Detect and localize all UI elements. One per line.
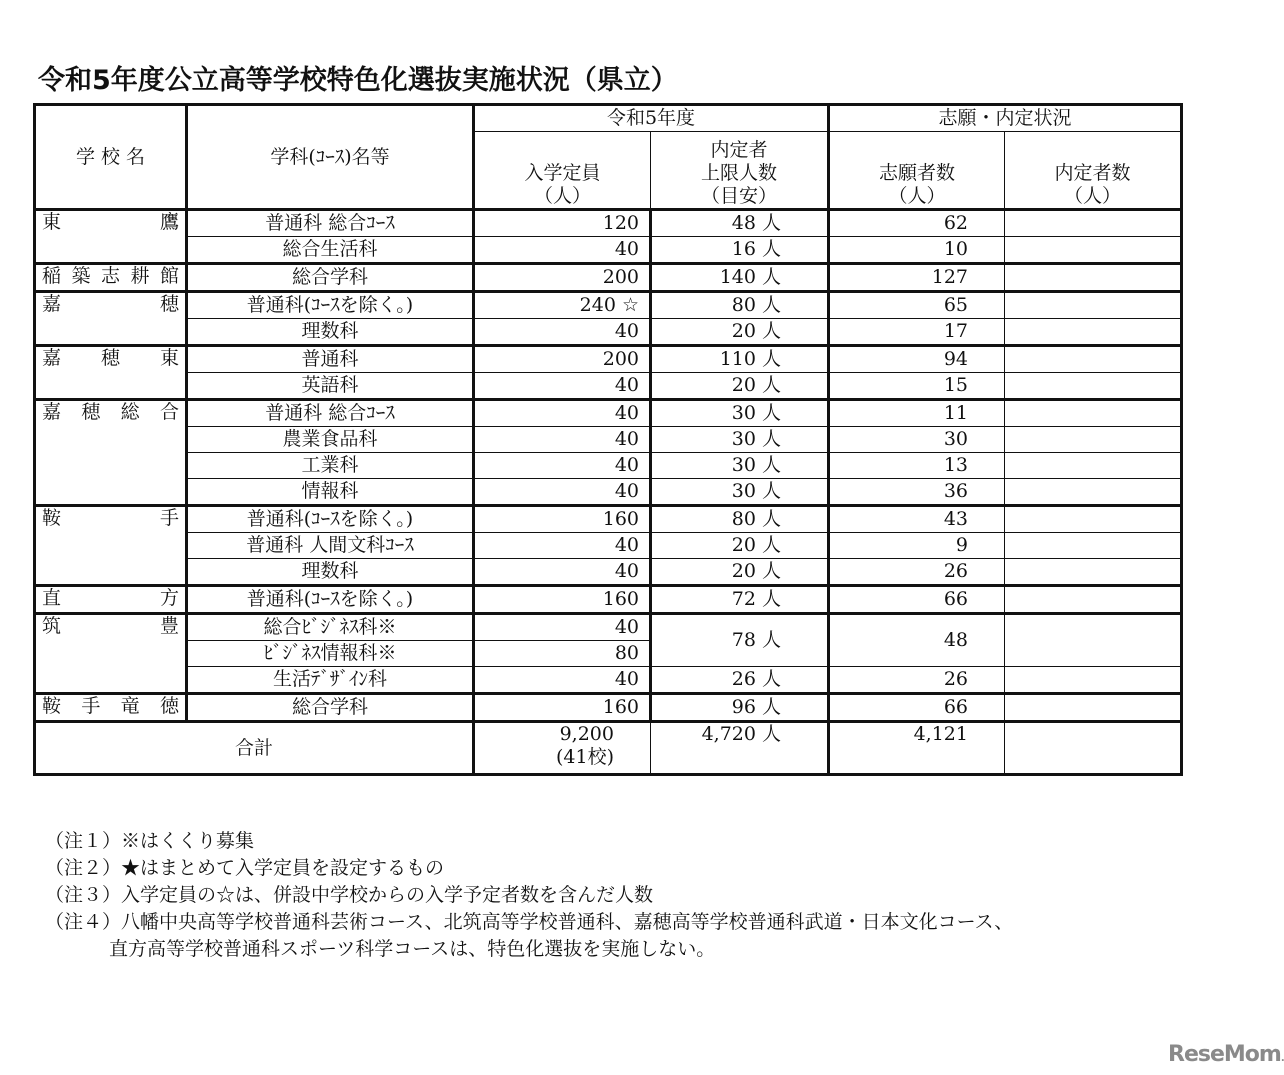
header-school: 学 校 名 bbox=[35, 105, 187, 210]
header-applicants: 志願者数 （人） bbox=[829, 132, 1005, 210]
applicant-count: 30 bbox=[829, 427, 1005, 453]
admission-limit: 80 人 bbox=[651, 292, 829, 319]
school-name: 鞍手竜徳 bbox=[35, 694, 187, 722]
applicant-count: 65 bbox=[829, 292, 1005, 319]
applicant-count: 62 bbox=[829, 210, 1005, 237]
admission-limit: 26 人 bbox=[651, 667, 829, 694]
selection-status-table bbox=[33, 103, 1183, 776]
note-4-cont: 直方高等学校普通科スポーツ科学コースは、特色化選抜を実施しない。 bbox=[109, 938, 716, 960]
table-row bbox=[35, 400, 1182, 427]
capacity: 160 bbox=[474, 694, 651, 722]
admission-limit: 96 人 bbox=[651, 694, 829, 722]
applicant-count: 43 bbox=[829, 506, 1005, 533]
school-name: 嘉穂総合 bbox=[35, 400, 187, 506]
admitted-count bbox=[1005, 427, 1182, 453]
capacity: 200 bbox=[474, 346, 651, 373]
applicant-count: 127 bbox=[829, 264, 1005, 292]
note-4: （注４）八幡中央高等学校普通科芸術コース、北筑高等学校普通科、嘉穂高等学校普通科武道・日本文化コース、 bbox=[45, 911, 1014, 933]
table-row bbox=[35, 210, 1182, 237]
capacity: 40 bbox=[474, 667, 651, 694]
admission-limit: 78 人 bbox=[651, 614, 829, 667]
admitted-count bbox=[1005, 559, 1182, 586]
admission-limit: 30 人 bbox=[651, 479, 829, 506]
school-name: 稲築志耕館 bbox=[35, 264, 187, 292]
admitted-count bbox=[1005, 506, 1182, 533]
admission-limit: 20 人 bbox=[651, 319, 829, 346]
admitted-count bbox=[1005, 667, 1182, 694]
department-name: ﾋﾞｼﾞﾈｽ情報科※ bbox=[187, 641, 474, 667]
capacity: 40 bbox=[474, 373, 651, 400]
admitted-count bbox=[1005, 346, 1182, 373]
applicant-count: 11 bbox=[829, 400, 1005, 427]
table-row bbox=[35, 346, 1182, 373]
table-row bbox=[35, 479, 1182, 506]
note-1: （注１）※はくくり募集 bbox=[45, 830, 255, 852]
table-row bbox=[35, 614, 1182, 641]
admission-limit: 30 人 bbox=[651, 453, 829, 479]
department-name: 普通科 bbox=[187, 346, 474, 373]
admitted-count bbox=[1005, 373, 1182, 400]
applicant-count: 66 bbox=[829, 694, 1005, 722]
header-capacity: 入学定員 （人） bbox=[474, 132, 651, 210]
school-name: 直方 bbox=[35, 586, 187, 614]
table-row bbox=[35, 237, 1182, 264]
school-name: 東鷹 bbox=[35, 210, 187, 264]
admission-limit: 80 人 bbox=[651, 506, 829, 533]
table-row bbox=[35, 694, 1182, 722]
department-name: 普通科 人間文科ｺｰｽ bbox=[187, 533, 474, 559]
applicant-count: 10 bbox=[829, 237, 1005, 264]
school-name: 筑豊 bbox=[35, 614, 187, 694]
applicant-count: 94 bbox=[829, 346, 1005, 373]
school-name: 鞍手 bbox=[35, 506, 187, 586]
admission-limit: 72 人 bbox=[651, 586, 829, 614]
department-name: 生活ﾃﾞｻﾞｲﾝ科 bbox=[187, 667, 474, 694]
resemom-logo: ReseMom. bbox=[1168, 1042, 1284, 1067]
table-row bbox=[35, 427, 1182, 453]
header-admitted: 内定者数 （人） bbox=[1005, 132, 1182, 210]
capacity: 40 bbox=[474, 614, 651, 641]
admitted-count bbox=[1005, 479, 1182, 506]
capacity: 240 ☆ bbox=[474, 292, 651, 319]
department-name: 農業食品科 bbox=[187, 427, 474, 453]
department-name: 総合ﾋﾞｼﾞﾈｽ科※ bbox=[187, 614, 474, 641]
table-row bbox=[35, 559, 1182, 586]
school-name: 嘉穂 bbox=[35, 292, 187, 346]
department-name: 普通科 総合ｺｰｽ bbox=[187, 400, 474, 427]
total-capacity: 9,200 (41校) bbox=[474, 722, 651, 775]
admission-limit: 140 人 bbox=[651, 264, 829, 292]
admitted-count bbox=[1005, 319, 1182, 346]
department-name: 総合学科 bbox=[187, 694, 474, 722]
department-name: 普通科(ｺｰｽを除く。) bbox=[187, 292, 474, 319]
capacity: 40 bbox=[474, 533, 651, 559]
department-name: 普通科 総合ｺｰｽ bbox=[187, 210, 474, 237]
admitted-count bbox=[1005, 586, 1182, 614]
capacity: 120 bbox=[474, 210, 651, 237]
department-name: 普通科(ｺｰｽを除く。) bbox=[187, 506, 474, 533]
capacity: 40 bbox=[474, 559, 651, 586]
capacity: 200 bbox=[474, 264, 651, 292]
capacity: 40 bbox=[474, 453, 651, 479]
applicant-count: 9 bbox=[829, 533, 1005, 559]
applicant-count: 13 bbox=[829, 453, 1005, 479]
total-limit: 4,720 人 bbox=[651, 722, 829, 775]
department-name: 総合生活科 bbox=[187, 237, 474, 264]
table-row bbox=[35, 373, 1182, 400]
admitted-count bbox=[1005, 614, 1182, 667]
table-row bbox=[35, 667, 1182, 694]
admission-limit: 16 人 bbox=[651, 237, 829, 264]
department-name: 英語科 bbox=[187, 373, 474, 400]
capacity: 40 bbox=[474, 400, 651, 427]
applicant-count: 36 bbox=[829, 479, 1005, 506]
admission-limit: 30 人 bbox=[651, 427, 829, 453]
admitted-count bbox=[1005, 292, 1182, 319]
notes bbox=[45, 828, 1013, 963]
department-name: 総合学科 bbox=[187, 264, 474, 292]
department-name: 普通科(ｺｰｽを除く。) bbox=[187, 586, 474, 614]
capacity: 80 bbox=[474, 641, 651, 667]
total-label: 合計 bbox=[35, 722, 474, 775]
capacity: 40 bbox=[474, 479, 651, 506]
admission-limit: 110 人 bbox=[651, 346, 829, 373]
admission-limit: 20 人 bbox=[651, 373, 829, 400]
header-limit: 内定者 上限人数 （目安） bbox=[651, 132, 829, 210]
admitted-count bbox=[1005, 210, 1182, 237]
admitted-count bbox=[1005, 694, 1182, 722]
capacity: 40 bbox=[474, 237, 651, 264]
header-group-r5: 令和5年度 bbox=[474, 105, 829, 132]
table-row bbox=[35, 586, 1182, 614]
department-name: 理数科 bbox=[187, 559, 474, 586]
total-applicants: 4,121 bbox=[829, 722, 1005, 775]
table-row bbox=[35, 506, 1182, 533]
admission-limit: 20 人 bbox=[651, 559, 829, 586]
admitted-count bbox=[1005, 237, 1182, 264]
applicant-count: 15 bbox=[829, 373, 1005, 400]
department-name: 理数科 bbox=[187, 319, 474, 346]
total-admitted bbox=[1005, 722, 1182, 775]
table-row bbox=[35, 453, 1182, 479]
header-dept: 学科(ｺｰｽ)名等 bbox=[187, 105, 474, 210]
applicant-count: 17 bbox=[829, 319, 1005, 346]
admitted-count bbox=[1005, 400, 1182, 427]
capacity: 160 bbox=[474, 586, 651, 614]
note-2: （注２）★はまとめて入学定員を設定するもの bbox=[45, 857, 445, 879]
capacity: 160 bbox=[474, 506, 651, 533]
page-title: 令和5年度公立高等学校特色化選抜実施状況（県立） bbox=[38, 65, 678, 96]
capacity: 40 bbox=[474, 319, 651, 346]
admission-limit: 48 人 bbox=[651, 210, 829, 237]
note-3: （注３）入学定員の☆は、併設中学校からの入学予定者数を含んだ人数 bbox=[45, 884, 654, 906]
applicant-count: 26 bbox=[829, 667, 1005, 694]
table-row bbox=[35, 319, 1182, 346]
header-group-status: 志願・内定状況 bbox=[829, 105, 1182, 132]
table-row bbox=[35, 292, 1182, 319]
admitted-count bbox=[1005, 533, 1182, 559]
department-name: 情報科 bbox=[187, 479, 474, 506]
admitted-count bbox=[1005, 264, 1182, 292]
applicant-count: 26 bbox=[829, 559, 1005, 586]
capacity: 40 bbox=[474, 427, 651, 453]
admitted-count bbox=[1005, 453, 1182, 479]
school-name: 嘉穂東 bbox=[35, 346, 187, 400]
admission-limit: 20 人 bbox=[651, 533, 829, 559]
applicant-count: 48 bbox=[829, 614, 1005, 667]
admission-limit: 30 人 bbox=[651, 400, 829, 427]
department-name: 工業科 bbox=[187, 453, 474, 479]
table-row bbox=[35, 533, 1182, 559]
applicant-count: 66 bbox=[829, 586, 1005, 614]
table-row bbox=[35, 264, 1182, 292]
